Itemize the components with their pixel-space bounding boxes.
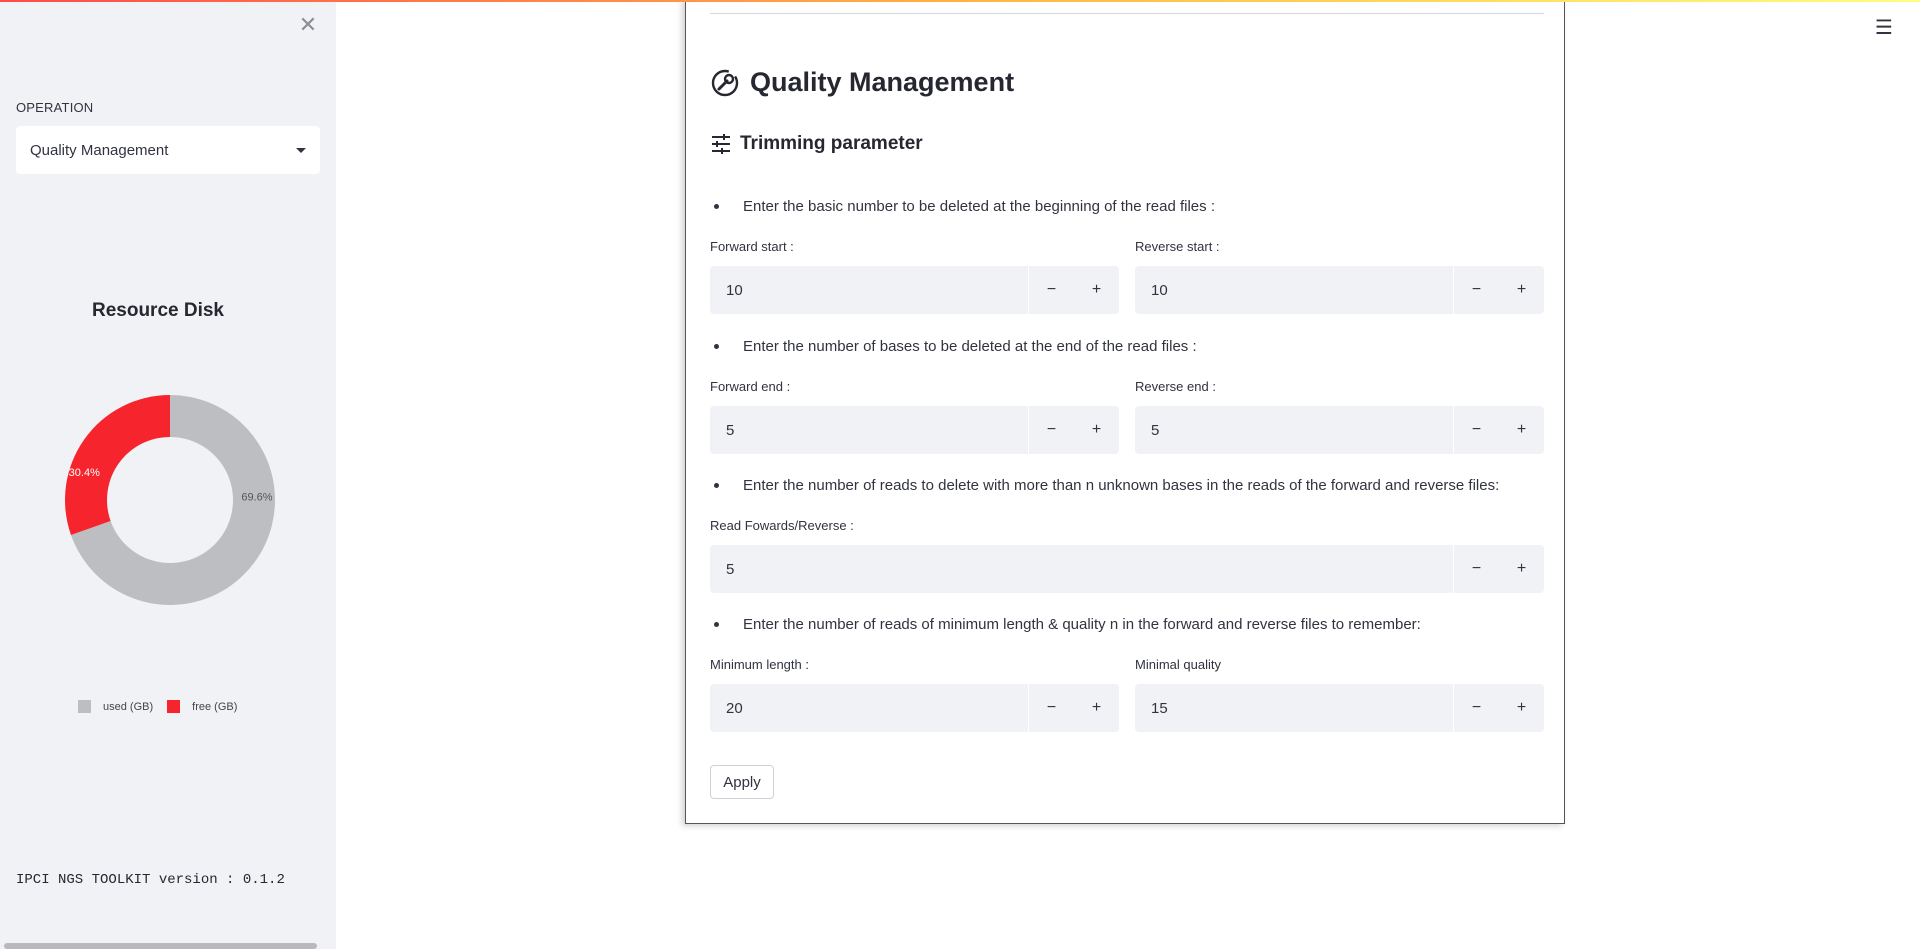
forward-end-input[interactable]: [710, 406, 1119, 454]
minimum-length-increment-button[interactable]: +: [1091, 699, 1102, 716]
donut-label-used: 69.6%: [241, 491, 273, 504]
menu-icon[interactable]: ☰: [1875, 17, 1893, 39]
bullet-dot: [714, 344, 719, 349]
reverse-end-decrement-button[interactable]: −: [1453, 406, 1499, 454]
bullet-end: [710, 338, 1197, 355]
bullet-min: [710, 616, 1421, 633]
legend-swatch-free: [167, 700, 180, 713]
chart-legend: [78, 700, 251, 713]
section-subtitle-text: Trimming parameter: [740, 133, 923, 154]
minimum-length-decrement-button[interactable]: −: [1028, 684, 1074, 732]
forward-start-value[interactable]: 10: [726, 281, 743, 299]
bullet-end-text: Enter the number of bases to be deleted at the end of the read files :: [743, 338, 1197, 355]
forward-end-label: Forward end :: [710, 379, 791, 394]
minimal-quality-decrement-button[interactable]: −: [1453, 684, 1499, 732]
minimal-quality-input[interactable]: [1135, 684, 1544, 732]
reverse-start-value[interactable]: 10: [1151, 281, 1168, 299]
chevron-down-icon: [296, 148, 306, 153]
reverse-start-decrement-button[interactable]: −: [1453, 266, 1499, 314]
reverse-end-input[interactable]: [1135, 406, 1544, 454]
forward-start-increment-button[interactable]: +: [1091, 281, 1102, 298]
reverse-end-label: Reverse end :: [1135, 379, 1216, 394]
bullet-unknown: [710, 477, 1499, 494]
minimum-length-input[interactable]: [710, 684, 1119, 732]
chart-title: Resource Disk: [91, 300, 224, 321]
minimal-quality-value[interactable]: 15: [1151, 699, 1168, 717]
apply-button[interactable]: Apply: [710, 765, 774, 799]
reverse-start-label: Reverse start :: [1135, 239, 1220, 254]
forward-end-decrement-button[interactable]: −: [1028, 406, 1074, 454]
minimal-quality-label: Minimal quality: [1135, 657, 1221, 672]
section-subtitle: [710, 133, 923, 155]
page-title: [710, 67, 1014, 98]
reverse-start-input[interactable]: [1135, 266, 1544, 314]
read-forward-reverse-input[interactable]: [710, 545, 1544, 593]
legend-item-free[interactable]: [167, 700, 237, 713]
sidebar: [0, 0, 336, 949]
minimum-length-label: Minimum length :: [710, 657, 809, 672]
top-decoration-bar: [0, 0, 1920, 2]
bullet-unknown-text: Enter the number of reads to delete with more than n unknown bases in the reads of the forward and reverse files:: [743, 477, 1500, 494]
donut-chart: [60, 390, 280, 610]
donut-label-free: 30.4%: [68, 467, 100, 480]
operation-select[interactable]: [16, 126, 320, 174]
page-title-text: Quality Management: [750, 67, 1015, 97]
minimum-length-value[interactable]: 20: [726, 699, 743, 717]
forward-end-value[interactable]: 5: [726, 421, 735, 439]
operation-selected-value: Quality Management: [30, 141, 169, 159]
legend-swatch-used: [78, 700, 91, 713]
read-forward-reverse-value[interactable]: 5: [726, 560, 735, 578]
forward-start-input[interactable]: [710, 266, 1119, 314]
operation-label: OPERATION: [16, 100, 94, 115]
bullet-start: [710, 198, 1215, 215]
read-forward-reverse-label: Read Fowards/Reverse :: [710, 518, 854, 533]
sidebar-scrollbar[interactable]: [4, 943, 317, 949]
bullet-dot: [714, 622, 719, 627]
main-form-card: [685, 0, 1565, 824]
reverse-start-increment-button[interactable]: +: [1516, 281, 1527, 298]
read-forward-reverse-decrement-button[interactable]: −: [1453, 545, 1499, 593]
reverse-end-increment-button[interactable]: +: [1516, 421, 1527, 438]
wrench-clock-icon: [710, 68, 740, 98]
forward-end-increment-button[interactable]: +: [1091, 421, 1102, 438]
reverse-end-value[interactable]: 5: [1151, 421, 1160, 439]
version-text: IPCI NGS TOOLKIT version : 0.1.2: [16, 872, 285, 888]
minimal-quality-increment-button[interactable]: +: [1516, 699, 1527, 716]
tune-sliders-icon: [710, 133, 732, 155]
legend-label-free: free (GB): [192, 700, 238, 713]
forward-start-decrement-button[interactable]: −: [1028, 266, 1074, 314]
donut-slice-free[interactable]: [65, 395, 170, 535]
forward-start-label: Forward start :: [710, 239, 794, 254]
close-icon[interactable]: ✕: [298, 12, 318, 37]
legend-label-used: used (GB): [103, 700, 154, 713]
divider: [710, 13, 1544, 14]
bullet-min-text: Enter the number of reads of minimum length & quality n in the forward and reverse files to remember:: [743, 616, 1421, 633]
bullet-dot: [714, 204, 719, 209]
legend-item-used[interactable]: [78, 700, 153, 713]
bullet-dot: [714, 483, 719, 488]
read-forward-reverse-increment-button[interactable]: +: [1516, 560, 1527, 577]
bullet-start-text: Enter the basic number to be deleted at the beginning of the read files :: [743, 198, 1215, 215]
